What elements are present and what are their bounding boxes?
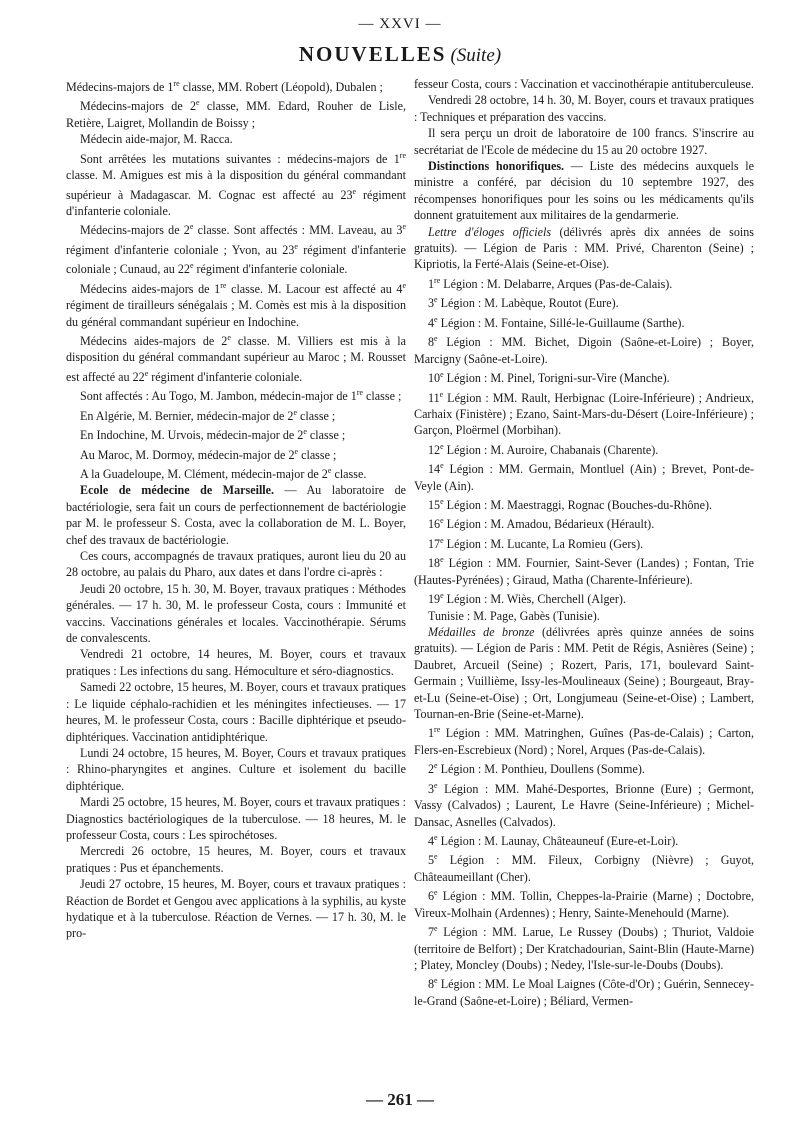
left-column [66, 76, 406, 942]
paragraph-text: A la Guadeloupe, M. Clément, médecin-major de 2e classe. [80, 465, 367, 481]
paragraph [414, 292, 754, 311]
page-title [0, 42, 800, 67]
paragraph [66, 95, 406, 131]
paragraph-text: En Indochine, M. Urvois, médecin-major de 2e classe ; [80, 427, 346, 443]
paragraph [414, 624, 754, 722]
paragraph-text: 1re Légion : MM. Matringhen, Guînes (Pas-de-Calais) ; Carton, Flers-en-Escrebieux (Nord) ; Norel, Arques (Pas-de-Calais). [414, 725, 754, 757]
paragraph-lead: Ecole de médecine de Marseille. [80, 483, 275, 498]
paragraph [414, 830, 754, 849]
paragraph [414, 921, 754, 973]
paragraph-text: Mercredi 26 octobre, 15 heures, M. Boyer, cours et travaux pratiques : Pus et épanchements. [66, 844, 406, 875]
paragraph [66, 148, 406, 220]
section-title: NOUVELLES [298, 42, 447, 66]
paragraph [414, 885, 754, 921]
paragraph [66, 219, 406, 277]
paragraph [414, 76, 754, 92]
right-column [414, 76, 754, 1009]
paragraph-text: 3e Légion : M. Labèque, Routot (Eure). [428, 295, 619, 311]
paragraph-text: 3e Légion : MM. Mahé-Desportes, Brionne (Eure) ; Germont, Vassy (Calvados) ; Laurent, Le Havre (Seine-Inférieure) ; Michel-Dansac, Asnelles (Calvados). [414, 780, 754, 829]
paragraph-text: Sont arrêtées les mutations suivantes : médecins-majors de 1re classe. M. Amigues est mis à la disposition du général commandant supérieur à Madagascar. M. Cognac est affecté au 23e régiment d'infanterie coloniale. [66, 150, 406, 218]
paragraph [414, 125, 754, 158]
paragraph-text: 12e Légion : M. Auroire, Chabanais (Charente). [428, 441, 659, 457]
paragraph [66, 679, 406, 745]
paragraph-text: Médecins aides-majors de 2e classe. M. Villiers est mis à la disposition du général commandant supérieur au Maroc ; M. Rousset est affecté au 22e régiment d'infanterie coloniale. [66, 332, 406, 384]
paragraph-text: Jeudi 27 octobre, 15 heures, M. Boyer, cours et travaux pratiques : Réaction de Bordet et Gengou avec applications à la syphilis, au kyste hydatique et à la tuberculose. Réaction de Vernes. — 17 h. 30, M. le pro- [66, 877, 406, 941]
paragraph-text: Il sera perçu un droit de laboratoire de 100 francs. S'inscrire au secrétariat de l'Ecole de médecine du 15 au 20 octobre 1927. [414, 126, 754, 157]
paragraph-text: — Liste des médecins auxquels le ministre a conféré, par décision du 10 septembre 1927, des récompenses honorifiques pour les soins ou les médicaments qu'ils donnent gratuitement aux militaires de la gendarmerie. [414, 159, 754, 223]
paragraph-text: (délivrés après dix années de soins gratuits). — Légion de Paris : MM. Privé, Charenton (Seine) ; Kipriotis, la Ferté-Alais (Seine-et-Oise). [414, 224, 754, 272]
paragraph-text: Mardi 25 octobre, 15 heures, M. Boyer, cours et travaux pratiques : Diagnostics bactériologiques de la tuberculose. — 18 heures, M. le professeur Costa, cours : Les spirochétoses. [66, 795, 406, 842]
paragraph-text: 1re Légion : M. Delabarre, Arques (Pas-de-Calais). [428, 275, 673, 291]
paragraph [414, 513, 754, 532]
paragraph-text: 4e Légion : M. Launay, Châteauneuf (Eure-et-Loir). [428, 832, 679, 848]
paragraph-text: 7e Légion : MM. Larue, Le Russey (Doubs) ; Thuriot, Valdoie (territoire de Belfort) ; Der Kratchadourian, Saint-Blin (Haute-Marne) ; Platey, Moncley (Doubs) ; Nedey, l'Isle-sur-le-Doubs (Doubs). [414, 924, 754, 972]
paragraph-text: 11e Légion : MM. Rault, Herbignac (Loire-Inférieure) ; Andrieux, Carhaix (Finistère) ; Ezano, Saint-Mars-du-Désert (Loire-Inférieure) ; Garçon, Ploërmel (Morbihan). [414, 389, 754, 438]
paragraph [414, 552, 754, 588]
paragraph-text: Vendredi 28 octobre, 14 h. 30, M. Boyer, cours et travaux pratiques : Techniques et préparation des vaccins. [414, 93, 754, 124]
paragraph [414, 224, 754, 273]
paragraph [414, 312, 754, 331]
paragraph [414, 778, 754, 830]
paragraph-text: Tunisie : M. Page, Gabès (Tunisie). [428, 608, 600, 623]
paragraph-text: Vendredi 21 octobre, 14 heures, M. Boyer, cours et travaux pratiques : Les infections du sang. Hémoculture et séro-diagnostics. [66, 647, 406, 678]
paragraph [414, 608, 754, 624]
paragraph-text: fesseur Costa, cours : Vaccination et vaccinothérapie antituberculeuse. [414, 77, 754, 91]
paragraph-text: Ces cours, accompagnés de travaux pratiques, auront lieu du 20 au 28 octobre, au palais du Pharo, aux dates et dans l'ordre ci-après : [66, 549, 406, 580]
paragraph-text: (délivrées après quinze années de soins gratuits). — Légion de Paris : MM. Petit de Régis, Asnières (Seine) ; Daubret, Arcueil (Seine) ; Rozert, Paris, 171, boulevard Saint-Germain ; Vuillième, Issy-les-Moulineaux (Seine) ; Bourgeaut, Bray-et-Lu (Seine-et-Oise) ; Ort, Longjumeau (Seine-et-Oise) ; Lambert, Tournan-en-Brie (Seine-et-Marne). [414, 625, 754, 722]
paragraph [66, 330, 406, 385]
paragraph-text: Médecin aide-major, M. Racca. [80, 132, 233, 147]
paragraph [414, 494, 754, 513]
paragraph-text: 17e Légion : M. Lucante, La Romieu (Gers). [428, 535, 644, 551]
paragraph-text: 4e Légion : M. Fontaine, Sillé-le-Guillaume (Sarthe). [428, 314, 685, 330]
paragraph-text: Samedi 22 octobre, 15 heures, M. Boyer, cours et travaux pratiques : Le liquide céphalo-rachidien et les méningites infectieuses. — 17 heures, M. le professeur Costa, cours : Bacille diphtérique et pseudo-diphtériques. Vaccination antidiphtérique. [66, 680, 406, 744]
paragraph [66, 794, 406, 843]
paragraph-text: 5e Légion : MM. Fileux, Corbigny (Nièvre) ; Guyot, Châteaumeillant (Cher). [414, 852, 754, 884]
paragraph-text: En Algérie, M. Bernier, médecin-major de 2e classe ; [80, 407, 336, 423]
paragraph [414, 92, 754, 125]
paragraph-text: 15e Légion : M. Maestraggi, Rognac (Bouches-du-Rhône). [428, 497, 713, 513]
page-number: — 261 — [366, 1090, 434, 1109]
paragraph-text: — Au laboratoire de bactériologie, sera fait un cours de perfectionnement de bactériologie par M. le professeur S. Costa, avec la collaboration de M. L. Boyer, chef des travaux de bactériologie. [66, 483, 406, 547]
paragraph [66, 405, 406, 424]
paragraph-text: 10e Légion : M. Pinel, Torigni-sur-Vire (Manche). [428, 370, 670, 386]
paragraph-italic-lead: Médailles de bronze [428, 625, 535, 639]
paragraph-text: Médecins-majors de 2e classe. Sont affectés : MM. Laveau, au 3e régiment d'infanterie coloniale ; Yvon, au 23e régiment d'infanterie coloniale ; Cunaud, au 22e régiment d'infanterie coloniale. [66, 222, 406, 277]
paragraph [66, 843, 406, 876]
paragraph [414, 458, 754, 494]
paragraph [414, 331, 754, 367]
paragraph [414, 386, 754, 438]
paragraph-text: 19e Légion : M. Wiès, Cherchell (Alger). [428, 591, 626, 607]
paragraph [66, 424, 406, 443]
paragraph-text: 14e Légion : MM. Germain, Montluel (Ain) ; Brevet, Pont-de-Veyle (Ain). [414, 461, 754, 493]
paragraph [414, 158, 754, 224]
paragraph-text: Sont affectés : Au Togo, M. Jambon, médecin-major de 1re classe ; [80, 388, 402, 404]
paragraph-text: Lundi 24 octobre, 15 heures, M. Boyer, Cours et travaux pratiques : Rhino-pharyngites et angines. Culture et isolement du bacille diphtérique. [66, 745, 406, 793]
paragraph [66, 646, 406, 679]
paragraph [414, 533, 754, 552]
paragraph-text: 6e Légion : MM. Tollin, Cheppes-la-Prairie (Marne) ; Doctobre, Vireux-Molhain (Ardennes) ; Henry, Sainte-Menehould (Marne). [414, 888, 754, 920]
paragraph [414, 973, 754, 1009]
paragraph [66, 444, 406, 463]
paragraph-text: 2e Légion : M. Ponthieu, Doullens (Somme). [428, 761, 645, 777]
paragraph [66, 581, 406, 647]
paragraph [414, 439, 754, 458]
paragraph [66, 745, 406, 794]
page-roman-numeral: — XXVI — [358, 16, 442, 32]
paragraph-text: 16e Légion : M. Amadou, Bédarieux (Hérault). [428, 516, 655, 532]
paragraph-text: Jeudi 20 octobre, 15 h. 30, M. Boyer, travaux pratiques : Méthodes générales. — 17 h. 30, M. le professeur Costa, cours : Immunité et vaccins. Vaccinations générales et locales. Vaccinothérapie. Sérums de convalescents. [66, 581, 406, 646]
paragraph [66, 548, 406, 581]
paragraph [66, 76, 406, 95]
paragraph-text: 8e Légion : MM. Bichet, Digoin (Saône-et-Loire) ; Boyer, Marcigny (Saône-et-Loire). [414, 334, 754, 366]
paragraph [66, 385, 406, 404]
paragraph-italic-lead: Lettre d'éloges officiels [428, 224, 552, 239]
paragraph [414, 273, 754, 292]
paragraph [414, 588, 754, 607]
paragraph-lead: Distinctions honorifiques. [428, 159, 565, 174]
section-title-suffix: (Suite) [450, 45, 502, 66]
paragraph [414, 849, 754, 885]
paragraph [66, 876, 406, 942]
paragraph [414, 367, 754, 386]
paragraph-text: Médecins aides-majors de 1re classe. M. Lacour est affecté au 4e régiment de tirailleurs sénégalais ; M. Comès est mis à la disposition du général commandant supérieur en Indochine. [66, 280, 407, 329]
paragraph [414, 722, 754, 758]
paragraph [66, 278, 406, 330]
paragraph-text: Médecins-majors de 1re classe, MM. Robert (Léopold), Dubalen ; [66, 79, 383, 95]
paragraph [414, 758, 754, 777]
paragraph-text: Médecins-majors de 2e classe, MM. Edard, Rouher de Lisle, Retière, Laigret, Mollandin de Boissy ; [66, 98, 407, 130]
paragraph-text: 8e Légion : MM. Le Moal Laignes (Côte-d'Or) ; Guérin, Sennecey-le-Grand (Saône-et-Loire) ; Béliard, Vermen- [414, 976, 754, 1008]
paragraph [66, 131, 406, 147]
paragraph-text: Au Maroc, M. Dormoy, médecin-major de 2e classe ; [80, 446, 337, 462]
paragraph-text: 18e Légion : MM. Fournier, Saint-Sever (Landes) ; Fontan, Trie (Hautes-Pyrénées) ; Giraud, Matha (Charente-Inférieure). [414, 555, 754, 587]
paragraph [66, 463, 406, 482]
paragraph [66, 482, 406, 548]
